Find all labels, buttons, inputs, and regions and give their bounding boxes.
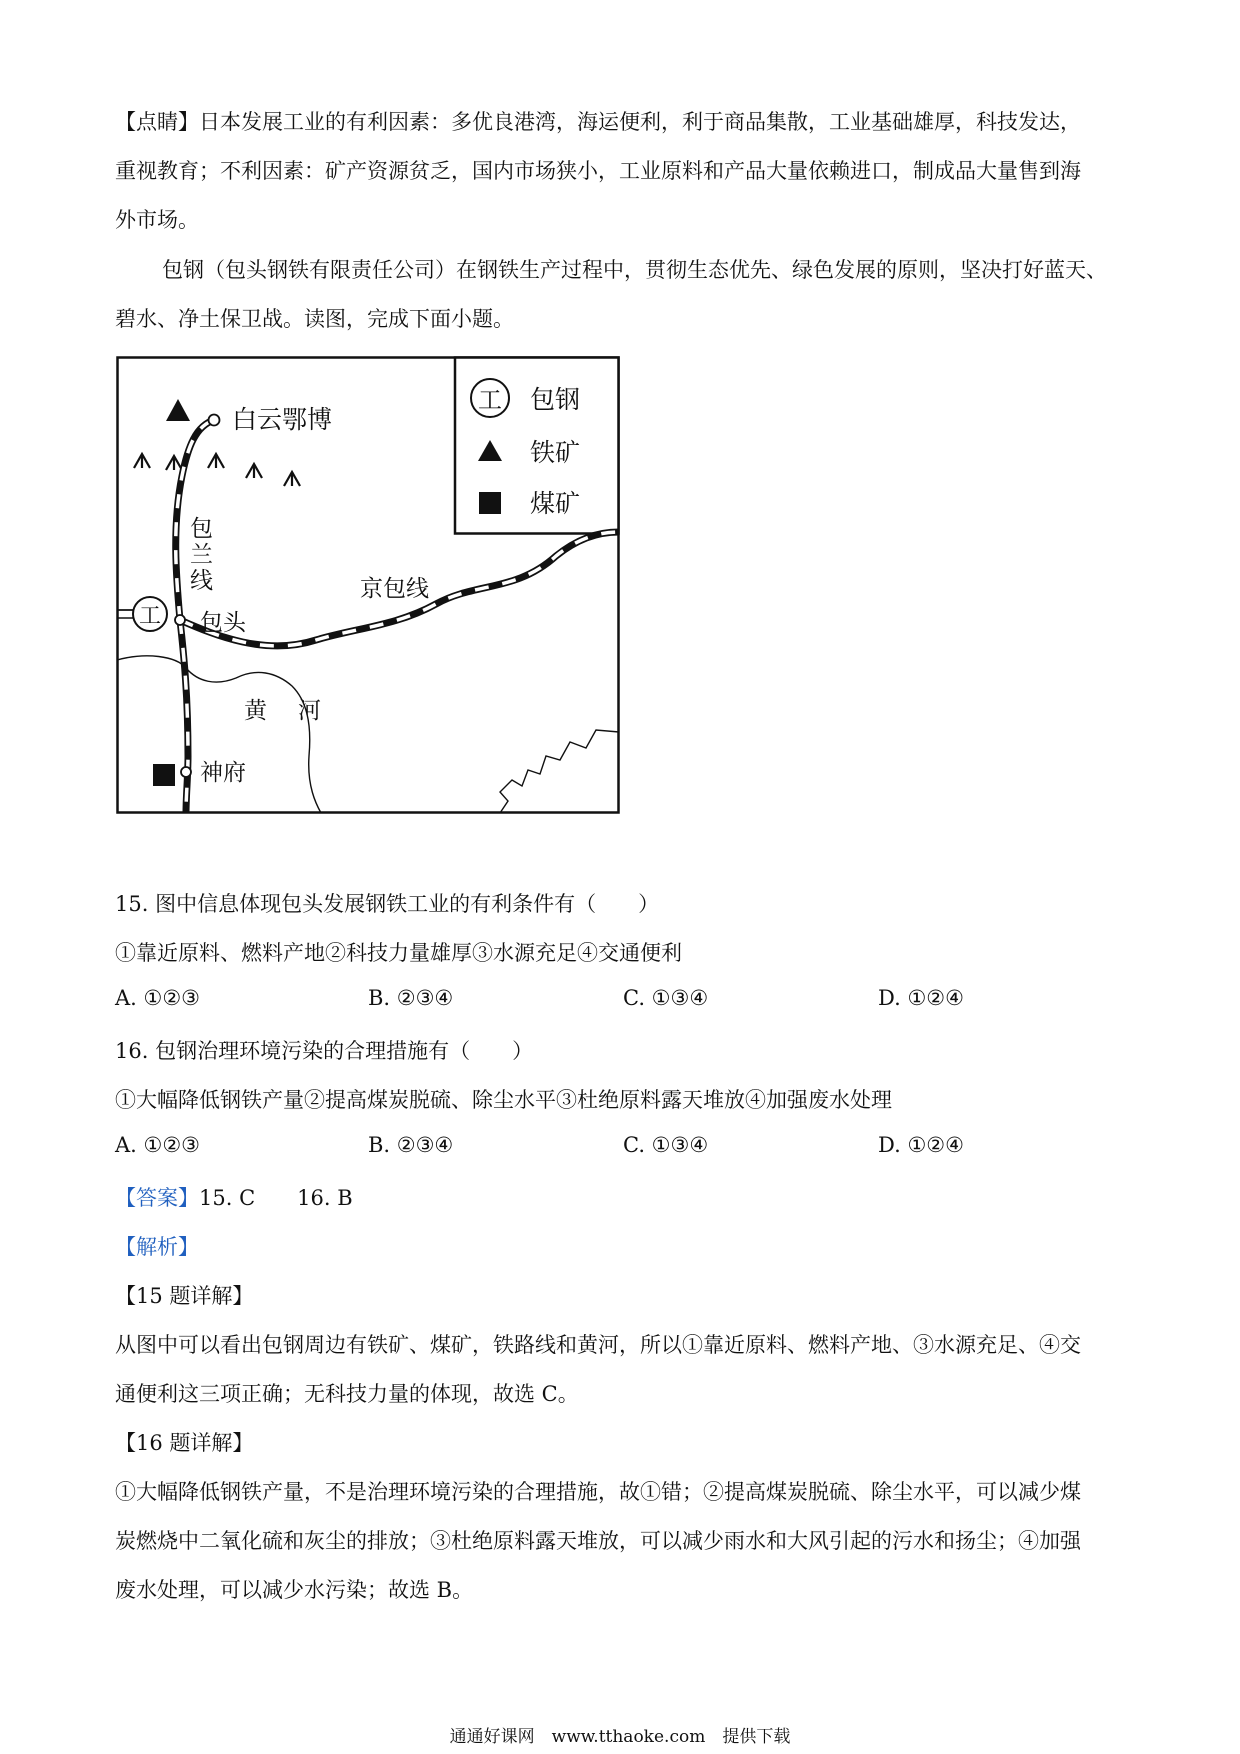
mountains — [134, 454, 300, 486]
border-line — [500, 730, 619, 813]
intro-line-2: 重视教育；不利因素：矿产资源贫乏，国内市场狭小，工业原料和产品大量依赖进口，制成品大量售到海 — [115, 159, 1081, 183]
q16-detail-line-1: ①大幅降低钢铁产量，不是治理环境污染的合理措施，故①错；②提高煤炭脱硫、除尘水平，可以减少煤 — [115, 1480, 1081, 1504]
q15-detail-line-2: 通便利这三项正确；无科技力量的体现，故选 C。 — [115, 1382, 579, 1406]
iron-mine-icon — [166, 399, 190, 421]
answer-text: 15. C 16. B — [199, 1186, 353, 1210]
legend-label-iron: 铁矿 — [530, 438, 581, 467]
legend-label-coal: 煤矿 — [530, 489, 581, 518]
label-baotou: 包头 — [200, 610, 246, 636]
plant-icon — [133, 597, 167, 631]
label-baolan-3: 线 — [190, 568, 213, 594]
page-footer: 通通好课网 www.tthaoke.com 提供下载 — [449, 1727, 791, 1747]
answer-tag: 【答案】 — [115, 1186, 199, 1210]
q15-stem: 15. 图中信息体现包头发展钢铁工业的有利条件有（ ） — [115, 892, 660, 916]
svg-text:工: 工 — [478, 386, 502, 414]
q15-detail-tag: 【15 题详解】 — [115, 1284, 254, 1308]
coal-mine-icon — [153, 764, 175, 786]
label-he: 河 — [298, 698, 321, 724]
stem-line-1: 包钢（包头钢铁有限责任公司）在钢铁生产过程中，贯彻生态优先、绿色发展的原则，坚决打好蓝天、 — [162, 258, 1107, 282]
q16-detail-line-2: 炭燃烧中二氧化硫和灰尘的排放；③杜绝原料露天堆放，可以减少雨水和大风引起的污水和扬尘；④加强 — [115, 1529, 1081, 1553]
q16-detail-line-3: 废水处理，可以减少水污染；故选 B。 — [115, 1578, 474, 1602]
legend-coal-icon — [479, 492, 501, 514]
intro-line-1: 【点睛】日本发展工业的有利因素：多优良港湾，海运便利，利于商品集散，工业基础雄厚，科技发达， — [115, 110, 1081, 134]
baotou-map — [116, 356, 620, 814]
svg-text:工: 工 — [138, 604, 162, 629]
label-baiyun: 白云鄂博 — [232, 405, 333, 434]
q16-option-b: B. ②③④ — [368, 1133, 454, 1157]
label-shenfu: 神府 — [200, 760, 246, 786]
q15-option-b: B. ②③④ — [368, 986, 454, 1010]
q16-option-d: D. ①②④ — [878, 1133, 964, 1157]
label-huang: 黄 — [244, 698, 267, 724]
yellow-river — [117, 656, 321, 813]
q16-items: ①大幅降低钢铁产量②提高煤炭脱硫、除尘水平③杜绝原料露天堆放④加强废水处理 — [115, 1088, 892, 1112]
q15-items: ①靠近原料、燃料产地②科技力量雄厚③水源充足④交通便利 — [115, 941, 682, 965]
answer-line — [115, 1182, 1125, 1212]
label-jingbao: 京包线 — [360, 576, 429, 602]
q15-option-c: C. ①③④ — [623, 986, 709, 1010]
stem-line-2: 碧水、净土保卫战。读图，完成下面小题。 — [115, 307, 514, 331]
analysis-tag: 【解析】 — [115, 1235, 199, 1259]
intro-tag: 【点睛】 — [115, 110, 199, 134]
q16-detail-tag: 【16 题详解】 — [115, 1431, 254, 1455]
q16-stem: 16. 包钢治理环境污染的合理措施有（ ） — [115, 1039, 534, 1063]
q16-option-a: A. ①②③ — [115, 1133, 200, 1157]
legend-label-plant: 包钢 — [530, 385, 581, 414]
shenfu-station — [181, 767, 191, 777]
q15-detail-line-1: 从图中可以看出包钢周边有铁矿、煤矿，铁路线和黄河，所以①靠近原料、燃料产地、③水源充足、④交 — [115, 1333, 1081, 1357]
q15-option-d: D. ①②④ — [878, 986, 964, 1010]
q16-option-c: C. ①③④ — [623, 1133, 709, 1157]
q15-option-a: A. ①②③ — [115, 986, 200, 1010]
baiyun-station — [209, 415, 220, 426]
label-baolan-2: 兰 — [190, 542, 213, 568]
baotou-station — [175, 615, 185, 625]
intro-line-3: 外市场。 — [115, 208, 199, 232]
label-baolan-1: 包 — [190, 516, 213, 542]
